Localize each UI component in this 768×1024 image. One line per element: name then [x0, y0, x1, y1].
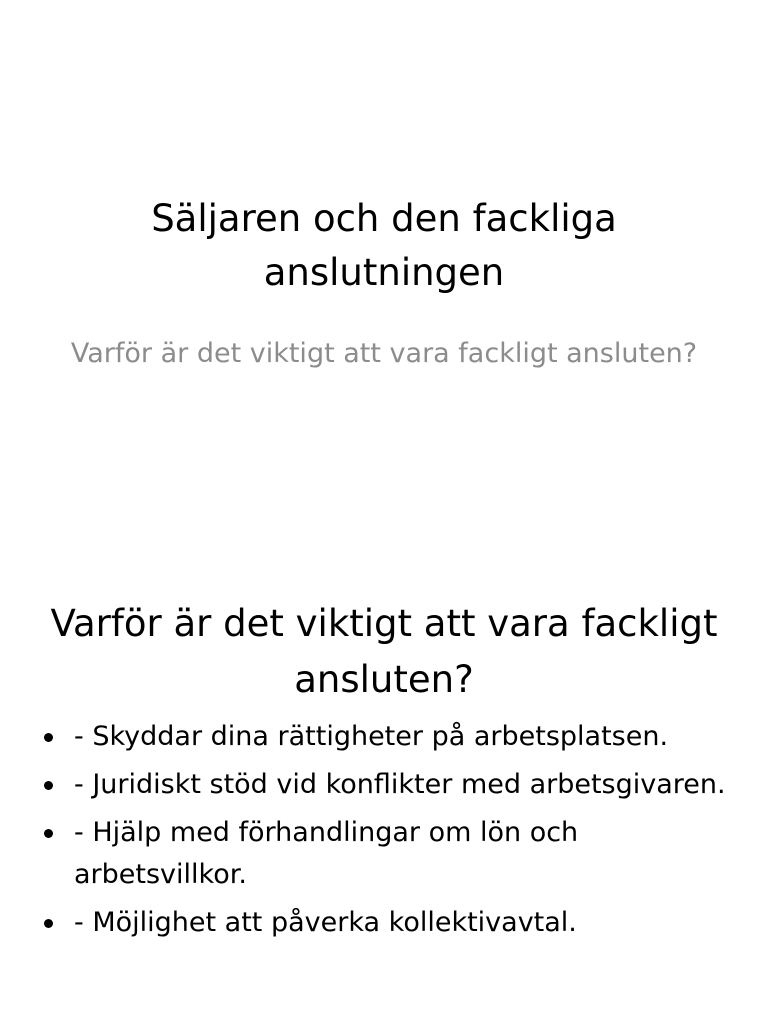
bullet-list: [40, 716, 740, 950]
bullet-item: [40, 902, 740, 944]
bullet-dot-icon: [44, 919, 53, 928]
content-slide-title: Varför är det viktigt att vara fackligt ansluten?: [50, 602, 718, 701]
bullet-text: - Hjälp med förhandlingar om lön och arbetsvillkor.: [74, 817, 579, 890]
bullet-text: - Skyddar dina rättigheter på arbetsplatsen.: [74, 721, 669, 752]
slide-title: Säljaren och den fackliga anslutningen: [151, 197, 617, 294]
slide-subtitle: Varför är det viktigt att vara fackligt ansluten?: [70, 338, 698, 369]
bullet-dot-icon: [44, 733, 53, 742]
bullet-text: - Juridiskt stöd vid konflikter med arbetsgivaren.: [74, 769, 726, 800]
bullet-item: [40, 764, 740, 806]
bullet-item: [40, 812, 740, 896]
bullet-dot-icon: [44, 829, 53, 838]
content-slide: [0, 576, 768, 1024]
bullet-item: [40, 716, 740, 758]
bullet-dot-icon: [44, 781, 53, 790]
bullet-text: - Möjlighet att påverka kollektivavtal.: [74, 907, 577, 938]
